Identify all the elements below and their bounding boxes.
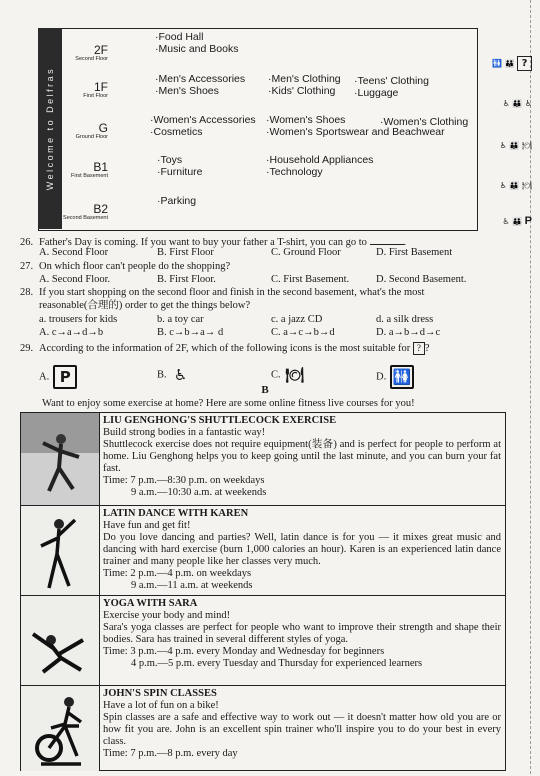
spin-bike-photo: [21, 686, 100, 771]
floor-name: First Floor: [83, 93, 108, 99]
store: ·Men's Shoes: [155, 85, 219, 97]
floor-b1: [62, 161, 108, 180]
item: a. trousers for kids: [39, 314, 118, 325]
course-description: Spin classes are a safe and effective way to work out — it doesn't matter how old you are or how fit you are. John is an excellent spin trainer who'll inspire you to do your best in every class.: [103, 712, 501, 747]
option: C. Ground Floor: [271, 247, 341, 258]
option: D. First Basement: [376, 247, 453, 258]
option: A. c→a→d→b: [39, 327, 104, 338]
course-title: YOGA WITH SARA: [103, 598, 198, 609]
answer-blank: [370, 235, 404, 245]
icons-g: ♿ 👪 🍽: [499, 141, 532, 150]
question-28: 28. If you start shopping on the second floor and finish in the second basement, what's the most: [20, 287, 425, 298]
course-text: [103, 688, 501, 760]
option: A. Second Floor.: [39, 274, 111, 285]
floor-code: 2F: [93, 43, 108, 57]
store: ·Men's Accessories: [155, 73, 246, 85]
stores-1f-col2: [268, 73, 341, 97]
store: ·Women's Sportswear and Beachwear: [266, 126, 445, 138]
option: B. First Floor.: [157, 274, 216, 285]
item: b. a toy car: [157, 314, 204, 325]
store: ·Furniture: [157, 166, 203, 178]
floor-name: Second Basement: [63, 215, 108, 221]
question-mark-icon: ?: [413, 342, 425, 355]
store: ·Luggage: [354, 87, 399, 99]
store: ·Parking: [157, 195, 197, 207]
course-row: [21, 505, 505, 596]
option: D. Second Basement.: [376, 274, 467, 285]
question-29: 29. According to the information of 2F, which of the following icons is the most suitable for ? ?: [20, 343, 430, 354]
question-icon: ?: [517, 56, 532, 71]
floor-name: Second Floor: [75, 56, 108, 62]
item: d. a silk dress: [376, 314, 434, 325]
store: ·Women's Clothing: [380, 116, 469, 128]
stores-2f: [155, 31, 238, 55]
store: ·Teens' Clothing: [354, 75, 429, 87]
welcome-text: Welcome to Delfras: [45, 66, 55, 191]
course-description: Sara's yoga classes are perfect for people who want to improve their strength and shape their bodies. Sara has trained in several different styles of yoga.: [103, 622, 501, 645]
store: ·Food Hall: [155, 31, 204, 43]
course-row: [21, 595, 505, 686]
option: B. ♿: [157, 365, 191, 385]
question-27: 27. On which floor can't people do the shopping?: [20, 261, 231, 272]
course-time: 4 p.m.—5 p.m. every Tuesday and Thursday for experienced learners: [131, 658, 423, 669]
floor-2f: [62, 44, 108, 63]
option: A. Second Floor: [39, 247, 109, 258]
restroom-icon: 🚻: [390, 365, 414, 389]
stores-b1-col2: [266, 154, 373, 178]
section-intro: Want to enjoy some exercise at home? Here are some online fitness live courses for you!: [42, 398, 415, 409]
floor-code: 1F: [93, 80, 108, 94]
course-subtitle: Have fun and get fit!: [103, 520, 191, 531]
parking-icon: P: [524, 215, 532, 227]
parking-icon: P: [53, 365, 77, 389]
option: C. First Basement.: [271, 274, 350, 285]
floor-name: First Basement: [71, 173, 108, 179]
floor-1f: [62, 81, 108, 100]
course-time: Time: 7 p.m.—8:30 p.m. on weekdays: [103, 475, 265, 486]
question-28-line2: reasonable(合理的) order to get the things below?: [39, 300, 251, 311]
icons-b1: ♿ 👪 🍽: [499, 181, 532, 190]
floor-code: B1: [93, 160, 108, 174]
directory-side-banner: [38, 28, 62, 229]
course-text: [103, 508, 501, 592]
course-description: Do you love dancing and parties? Well, latin dance is for you — it mixes great music and dancing with hard exercise (burn 1,000 calories an hour). Karen is an experienced latin dance trainer and many people like her classes very much.: [103, 532, 501, 567]
course-subtitle: Exercise your body and mind!: [103, 610, 231, 621]
floor-code: B2: [93, 202, 108, 216]
store: ·Women's Shoes: [266, 114, 346, 126]
latin-dance-photo: [21, 506, 100, 596]
course-time: 9 a.m.—10:30 a.m. at weekends: [131, 487, 267, 498]
course-row: [21, 413, 505, 505]
floor-g: [62, 122, 108, 141]
stores-g-col3: [380, 116, 468, 128]
stores-b2: [157, 195, 196, 207]
store: ·Men's Clothing: [268, 73, 341, 85]
option: B. First Floor: [157, 247, 214, 258]
store: ·Women's Accessories: [150, 114, 256, 126]
icons-b2: ♿ 👪 P: [502, 215, 532, 227]
stores-g-col1: [150, 114, 256, 138]
icons-1f: ♿ 👪 ♿: [502, 99, 532, 108]
course-description: Shuttlecock exercise does not require equipment(装备) and is perfect for people to perform at home. Liu Genghong helps you to keep going until the last minute, and you can burn your fat fast.: [103, 439, 501, 474]
course-text: [103, 598, 501, 670]
store: ·Technology: [266, 166, 323, 178]
store: ·Kids' Clothing: [268, 85, 336, 97]
section-label: B: [261, 384, 269, 396]
floor-b2: [62, 203, 108, 222]
option: D. 🚻: [376, 365, 414, 389]
course-time: Time: 3 p.m.—4 p.m. every Monday and Wednesday for beginners: [103, 646, 385, 657]
store: ·Toys: [157, 154, 183, 166]
course-time: 9 a.m.—11 a.m. at weekends: [131, 580, 253, 591]
course-title: LATIN DANCE WITH KAREN: [103, 508, 249, 519]
stores-1f-col1: [155, 73, 245, 97]
option: B. c→b→a→ d: [157, 327, 224, 338]
course-title: LIU GENGHONG'S SHUTTLECOCK EXERCISE: [103, 415, 337, 426]
icons-2f: 🚻 👪 ?: [492, 56, 532, 71]
restaurant-icon: 🍽: [285, 366, 305, 384]
option: A. P: [39, 365, 77, 389]
course-text: [103, 415, 501, 499]
stores-b1-col1: [157, 154, 203, 178]
shuttlecock-exercise-photo: [21, 413, 100, 505]
option: C. 🍽: [271, 366, 305, 384]
course-subtitle: Have a lot of fun on a bike!: [103, 700, 219, 711]
course-row: [21, 685, 505, 771]
course-subtitle: Build strong bodies in a fantastic way!: [103, 427, 266, 438]
course-title: JOHN'S SPIN CLASSES: [103, 688, 217, 699]
option: C. a→c→b→d: [271, 327, 335, 338]
wheelchair-icon: ♿: [173, 366, 188, 384]
question-26: 26. Father's Day is coming. If you want to buy your father a T-shirt, you can go to .: [20, 237, 407, 248]
course-time: Time: 2 p.m.—4 p.m. on weekdays: [103, 568, 252, 579]
stores-1f-col3: [354, 75, 429, 99]
floor-code: G: [98, 121, 108, 135]
courses-table: [20, 412, 506, 771]
store: ·Music and Books: [155, 43, 239, 55]
store: ·Cosmetics: [150, 126, 203, 138]
yoga-photo: [21, 596, 100, 686]
floor-name: Ground Floor: [75, 134, 108, 140]
option: D. a→b→d→c: [376, 327, 441, 338]
course-time: Time: 7 p.m.—8 p.m. every day: [103, 748, 238, 759]
page-edge-dashed-line: [530, 0, 531, 774]
item: c. a jazz CD: [271, 314, 323, 325]
store: ·Household Appliances: [266, 154, 374, 166]
